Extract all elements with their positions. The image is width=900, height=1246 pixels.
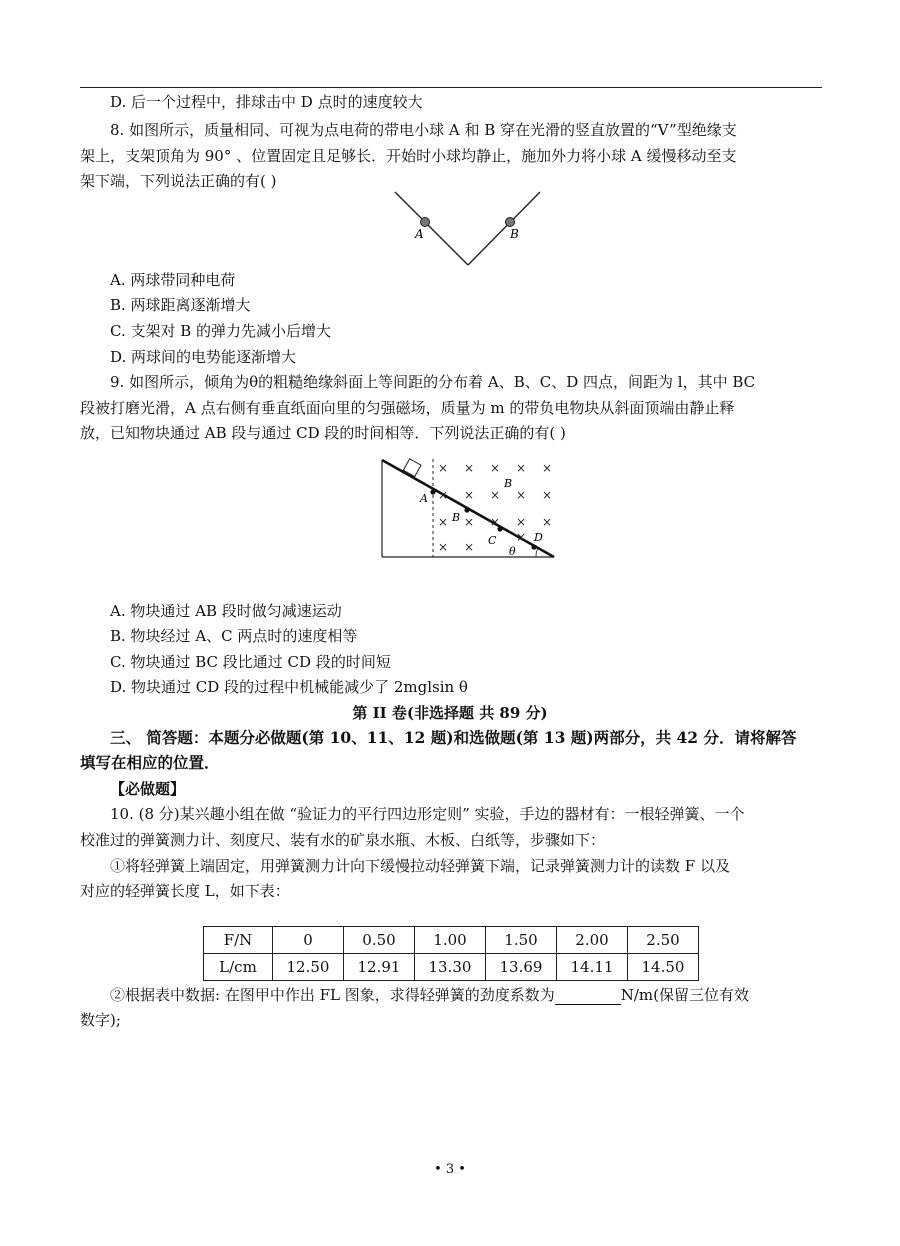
table-cell: 0 xyxy=(273,927,344,954)
svg-text:×: × xyxy=(464,488,475,502)
table-header-force: F/N xyxy=(204,927,273,954)
section-three-line1: 三、 简答题：本题分必做题(第 10、11、12 题)和选做题(第 13 题)两部分，共 42 分．请将解答 xyxy=(110,728,797,747)
q9-incline-figure xyxy=(376,455,566,563)
point-b-label: B xyxy=(452,511,461,524)
svg-text:×: × xyxy=(438,515,449,529)
svg-text:×: × xyxy=(490,488,501,502)
svg-text:×: × xyxy=(438,461,449,475)
q8-option-d: D. 两球间的电势能逐渐增大 xyxy=(110,348,297,366)
svg-text:×: × xyxy=(542,515,553,529)
q10-step2-line2: 数字); xyxy=(80,1011,121,1029)
table-cell: 13.69 xyxy=(486,954,557,981)
q10-step1-line2: 对应的轻弹簧长度 L，如下表： xyxy=(80,882,290,900)
q10-step2-unit: N/m(保留三位有效 xyxy=(620,986,749,1004)
top-rule xyxy=(80,87,822,88)
q8-stem-line3: 架下端，下列说法正确的有( ) xyxy=(80,172,277,190)
section-three-line2: 填写在相应的位置． xyxy=(80,753,220,772)
svg-text:×: × xyxy=(516,461,527,475)
table-cell: 1.00 xyxy=(415,927,486,954)
q10-step1-line1: ①将轻弹簧上端固定，用弹簧测力计向下缓慢拉动轻弹簧下端，记录弹簧测力计的读数 F 以及 xyxy=(110,857,730,875)
answer-blank[interactable] xyxy=(555,988,621,1005)
svg-text:×: × xyxy=(438,540,449,554)
table-cell: 0.50 xyxy=(344,927,415,954)
q8-option-b: B. 两球距离逐渐增大 xyxy=(110,296,251,314)
q9-option-c: C. 物块通过 BC 段比通过 CD 段的时间短 xyxy=(110,653,391,671)
table-cell: 12.91 xyxy=(344,954,415,981)
q7-option-d: D. 后一个过程中，排球击中 D 点时的速度较大 xyxy=(110,93,423,111)
point-c-label: C xyxy=(488,534,497,547)
table-cell: 2.00 xyxy=(557,927,628,954)
force-length-table xyxy=(203,926,699,981)
table-cell: 14.50 xyxy=(628,954,699,981)
q9-option-a: A. 物块通过 AB 段时做匀减速运动 xyxy=(110,602,342,620)
svg-text:×: × xyxy=(516,530,527,544)
svg-text:×: × xyxy=(516,515,527,529)
ball-a-label: A xyxy=(415,227,424,241)
table-header-length: L/cm xyxy=(204,954,273,981)
required-heading: 【必做题】 xyxy=(110,780,186,798)
q8-option-c: C. 支架对 B 的弹力先减小后增大 xyxy=(110,322,332,340)
svg-text:×: × xyxy=(464,515,475,529)
ball-b xyxy=(506,218,515,227)
q10-stem-line2: 校准过的弹簧测力计、刻度尺、装有水的矿泉水瓶、木板、白纸等，步骤如下： xyxy=(80,831,606,849)
q10-step2-text: ②根据表中数据: 在图甲中作出 FL 图象，求得轻弹簧的劲度系数为 xyxy=(110,986,555,1004)
point-d-label: D xyxy=(534,531,543,544)
ball-b-label: B xyxy=(510,227,519,241)
q8-v-support-figure xyxy=(385,188,545,270)
point-a-label: A xyxy=(420,492,428,505)
svg-text:×: × xyxy=(490,461,501,475)
svg-text:×: × xyxy=(490,515,501,529)
q9-stem-line3: 放，已知物块通过 AB 段与通过 CD 段的时间相等．下列说法正确的有( ) xyxy=(80,424,566,442)
table-cell: 2.50 xyxy=(628,927,699,954)
table-row-length xyxy=(204,954,699,981)
field-b-label: B xyxy=(504,477,513,490)
table-cell: 13.30 xyxy=(415,954,486,981)
page-number: • 3 • xyxy=(434,1162,466,1177)
ball-a xyxy=(421,218,430,227)
q9-option-b: B. 物块经过 A、C 两点时的速度相等 xyxy=(110,627,358,645)
table-cell: 14.11 xyxy=(557,954,628,981)
q9-stem-line1: 9. 如图所示，倾角为θ的粗糙绝缘斜面上等间距的分布着 A、B、C、D 四点，间距为 l，其中 BC xyxy=(110,373,756,391)
svg-text:×: × xyxy=(464,461,475,475)
svg-text:×: × xyxy=(438,488,449,502)
svg-text:×: × xyxy=(464,540,475,554)
table-cell: 1.50 xyxy=(486,927,557,954)
svg-text:×: × xyxy=(542,488,553,502)
q10-stem-line1: 10. (8 分)某兴趣小组在做 “验证力的平行四边形定则” 实验，手边的器材有：一根轻弹簧、一个 xyxy=(110,805,745,823)
theta-label: θ xyxy=(509,545,516,558)
q9-stem-line2: 段被打磨光滑，A 点右侧有垂直纸面向里的匀强磁场，质量为 m 的带负电物块从斜面顶端由静止释 xyxy=(80,399,735,417)
q8-stem-line1: 8. 如图所示，质量相同、可视为点电荷的带电小球 A 和 B 穿在光滑的竖直放置的“V”型绝缘支 xyxy=(110,121,737,139)
q9-option-d: D. 物块通过 CD 段的过程中机械能减少了 2mglsin θ xyxy=(110,678,468,696)
table-row-force xyxy=(204,927,699,954)
svg-text:×: × xyxy=(516,488,527,502)
q8-option-a: A. 两球带同种电荷 xyxy=(110,271,236,289)
part-two-heading: 第 II 卷(非选择题 共 89 分) xyxy=(352,704,548,722)
q10-step2-line1 xyxy=(110,985,860,1005)
q8-stem-line2: 架上，支架顶角为 90° 、位置固定且足够长．开始时小球均静止，施加外力将小球 A 缓慢移动至支 xyxy=(80,147,737,165)
svg-text:×: × xyxy=(542,461,553,475)
table-cell: 12.50 xyxy=(273,954,344,981)
